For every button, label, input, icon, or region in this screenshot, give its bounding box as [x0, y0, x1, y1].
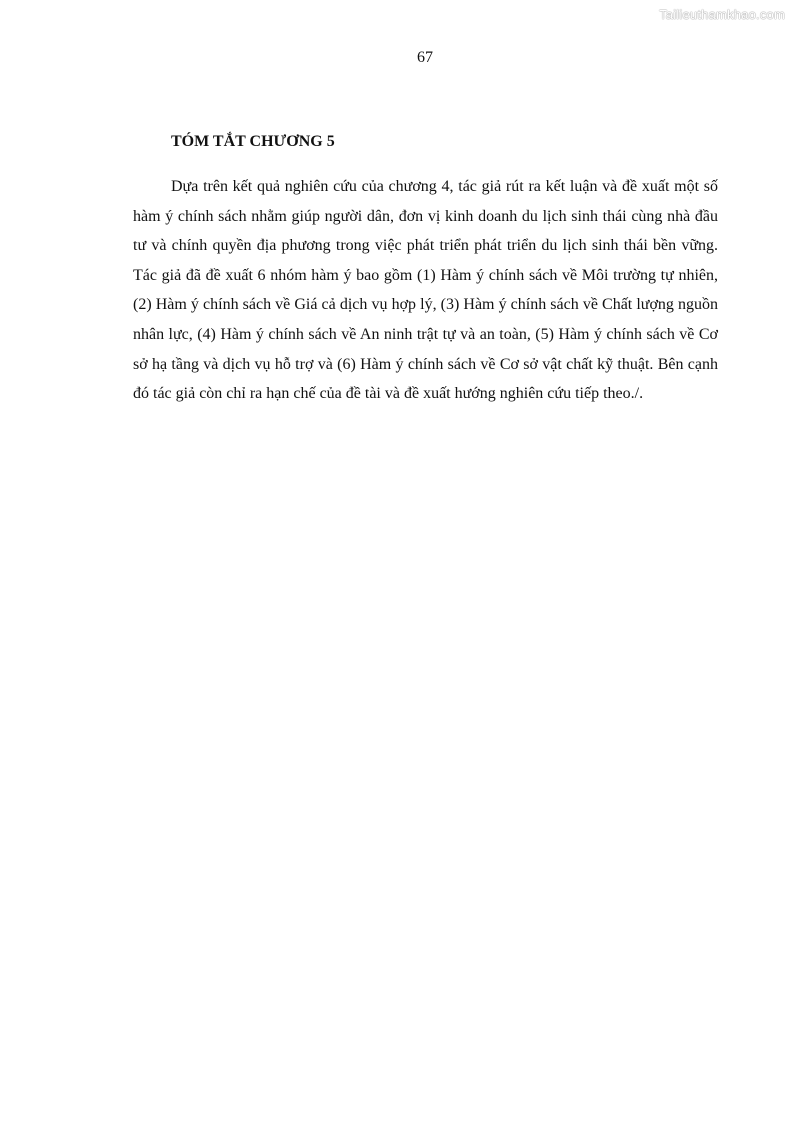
page-number: 67 [417, 49, 433, 66]
watermark-text: Tailieuthamkhao.com [659, 7, 785, 22]
summary-paragraph: Dựa trên kết quả nghiên cứu của chương 4, tác giả rút ra kết luận và đề xuất một số hàm ý chính sách nhằm giúp người dân, đơn vị kinh doanh du lịch sinh thái cùng nhà đầu tư và chính quyền địa phương trong việc phát triển phát triển du lịch sinh thái bền vững. Tác giả đã đề xuất 6 nhóm hàm ý bao gồm (1) Hàm ý chính sách về Môi trường tự nhiên, (2) Hàm ý chính sách về Giá cả dịch vụ hợp lý, (3) Hàm ý chính sách về Chất lượng nguồn nhân lực, (4) Hàm ý chính sách về An ninh trật tự và an toàn, (5) Hàm ý chính sách về Cơ sở hạ tầng và dịch vụ hỗ trợ và (6) Hàm ý chính sách về Cơ sở vật chất kỹ thuật. Bên cạnh đó tác giả còn chỉ ra hạn chế của đề tài và đề xuất hướng nghiên cứu tiếp theo./. [133, 178, 718, 403]
section-heading: TÓM TẮT CHƯƠNG 5 [171, 133, 335, 150]
chapter-summary [133, 131, 718, 409]
